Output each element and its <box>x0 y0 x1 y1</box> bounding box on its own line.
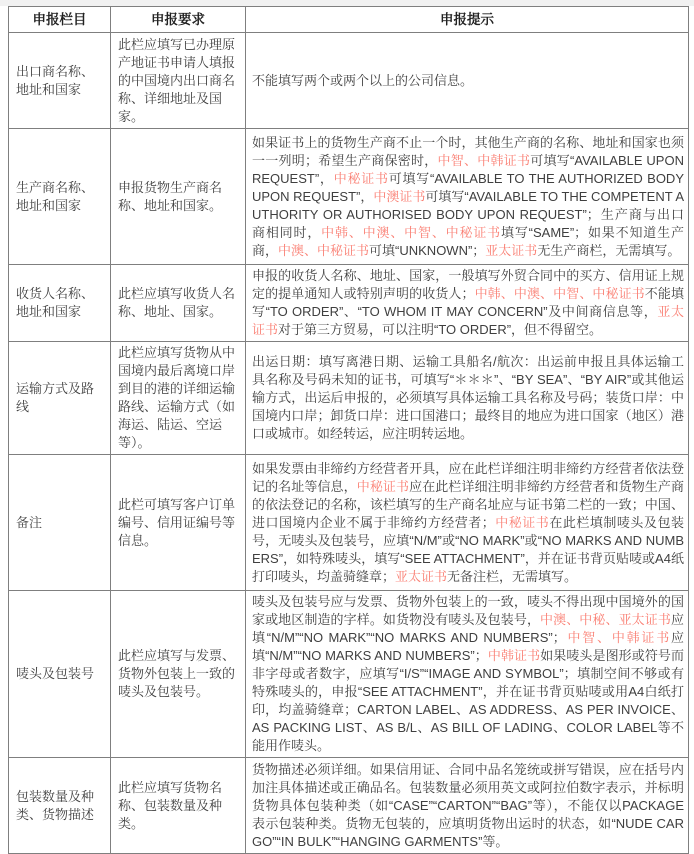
table-row <box>9 265 689 342</box>
table-row <box>9 342 689 455</box>
item-cell: 包装数量及种类、货物描述 <box>9 758 111 854</box>
tip-text: 可填写“AVAILABLE TO THE COMPETENT AUTHORITY OR AUTHORISED BODY UPON REQUEST”；生产商与出口商相同时， <box>252 188 685 240</box>
tip-text: 唛头及包装号应与发票、货物外包装上的一致，唛头不得出现中国境外的国家或地区制造的字样。如货物没有唛头及包装号， <box>252 594 684 627</box>
item-cell: 出口商名称、地址和国家 <box>9 33 111 129</box>
table-row <box>9 758 689 854</box>
tip-text: 不能填写两个或两个以上的公司信息。 <box>252 72 474 88</box>
item-cell: 唛头及包装号 <box>9 591 111 758</box>
certificate-type-highlight: 亚太证书 <box>395 568 448 584</box>
tip-text: 申报的收货人名称、地址、国家，一般填写外贸合同中的买方、信用证上规定的提单通知人或特别声明的收货人； <box>252 268 684 301</box>
tip-text: 应在此栏详细注明非缔约方经营者和货物生产商的依法登记的名称，该栏填写的生产商名址应与证书第二栏的一致；中国、进口国境内企业不属于非缔约方经营者； <box>252 478 684 530</box>
certificate-type-highlight: 中韩证书 <box>487 648 541 663</box>
tip-text: 如果发票由非缔约方经营者开具，应在此栏详细注明非缔约方经营者依法登记的名址等信息， <box>252 460 684 494</box>
declaration-guide-document <box>8 6 688 854</box>
table-row <box>9 129 689 265</box>
tips-cell <box>246 265 689 342</box>
tip-text: 如果证书上的货物生产商不止一个时，其他生产商的名称、地址和国家也须一一列明；希望生产商保密时， <box>252 134 684 168</box>
certificate-type-highlight: 中澳、中秘、亚太证书 <box>540 612 671 627</box>
certificate-type-highlight: 中秘证书 <box>494 514 550 530</box>
tip-text: 不能填写“TO ORDER”、“TO WHOM IT MAY CONCERN”及中间商信息等， <box>252 286 684 319</box>
header-declaration-item: 申报栏目 <box>9 7 111 33</box>
requirement-cell: 此栏应填写货物名称、包装数量及种类。 <box>111 758 246 854</box>
tip-text: 出运日期：填写离港日期、运输工具船名/航次：出运前申报且具体运输工具名称及号码未知的证书，可填写“＊＊＊”、“BY SEA”、“BY AIR”或其他运输方式，出运后申报的，必须填写具体运输工具名称及号码；装货口岸：中国境内口岸；卸货口岸：进口国港口；最终目的地应为进口国家（地区）港口或城市。如经转运，应注明转运地。 <box>252 354 684 441</box>
tip-text: 应填“N/M”“NO MARKS AND NUMBERS”； <box>252 630 684 663</box>
item-cell: 备注 <box>9 455 111 591</box>
certificate-type-highlight: 中澳、中秘证书 <box>278 242 370 258</box>
certificate-type-highlight: 亚太证书 <box>485 242 538 258</box>
tips-cell <box>246 758 689 854</box>
tip-text: 应填“N/M”“NO MARK”“NO MARKS AND NUMBERS”； <box>252 612 684 645</box>
requirement-cell: 此栏可填写客户订单编号、信用证编号等信息。 <box>111 455 246 591</box>
requirement-cell: 此栏应填写货物从中国境内最后离境口岸到目的港的详细运输路线、运输方式（如海运、陆运、空运等）。 <box>111 342 246 455</box>
item-cell: 运输方式及路线 <box>9 342 111 455</box>
certificate-type-highlight: 中澳证书 <box>373 188 426 204</box>
tip-text: 可填写“AVAILABLE UPON REQUEST”， <box>252 152 684 186</box>
tip-text: 可填“UNKNOWN”； <box>369 242 486 258</box>
tip-text: 如果唛头是图形或符号而非字母或者数字，应填写“I/S”“IMAGE AND SYMBOL”；填制空间不够或有特殊唛头的，申报“SEE ATTACHMENT”，并在证书背页贴唛或用A4白纸打印，均盖骑缝章；CARTON LABEL、AS ADDRESS、AS PER INVOICE、AS PACKING LIST、AS B/L、AS BILL OF LADING、COLOR LABEL等不能用作唛头。 <box>252 648 684 753</box>
tips-cell <box>246 591 689 758</box>
certificate-type-highlight: 中秘证书 <box>333 170 389 186</box>
tip-text: 对于第三方贸易，可以注明“TO ORDER”，但不得留空。 <box>278 322 603 337</box>
certificate-type-highlight: 亚太证书 <box>252 304 684 337</box>
header-declaration-requirement: 申报要求 <box>111 7 246 33</box>
certificate-type-highlight: 中秘证书 <box>356 478 410 494</box>
tips-cell <box>246 342 689 455</box>
table-row <box>9 33 689 129</box>
tip-text: 无生产商栏，无需填写。 <box>537 242 681 258</box>
certificate-type-highlight: 中韩、中澳、中智、中秘证书 <box>321 224 501 240</box>
requirement-cell: 此栏应填写与发票、货物外包装上一致的唛头及包装号。 <box>111 591 246 758</box>
certificate-type-highlight: 中智、中韩证书 <box>565 630 671 645</box>
tips-cell <box>246 33 689 129</box>
header-declaration-tips: 申报提示 <box>246 7 689 33</box>
item-cell: 生产商名称、地址和国家 <box>9 129 111 265</box>
declaration-table <box>8 6 689 854</box>
tips-cell <box>246 455 689 591</box>
item-cell: 收货人名称、地址和国家 <box>9 265 111 342</box>
table-row <box>9 455 689 591</box>
table-row <box>9 591 689 758</box>
table-header-row <box>9 7 689 33</box>
requirement-cell: 此栏应填写已办理原产地证书申请人填报的中国境内出口商名称、详细地址及国家。 <box>111 33 246 129</box>
requirement-cell: 此栏应填写收货人名称、地址、国家。 <box>111 265 246 342</box>
certificate-type-highlight: 中智、中韩证书 <box>437 152 531 168</box>
tip-text: 无备注栏，无需填写。 <box>447 568 578 584</box>
tip-text: 在此栏填制唛头及包装号，无唛头及包装号，应填“N/M”或“NO MARK”或“NO MARKS AND NUMBERS”，如特殊唛头，填写“SEE ATTACHMENT”，并在证书背页贴唛或A4纸打印唛头，均盖骑缝章； <box>252 514 684 584</box>
tips-cell <box>246 129 689 265</box>
certificate-type-highlight: 中韩、中澳、中智、中秘证书 <box>474 286 645 301</box>
tip-text: 可填写“AVAILABLE TO THE AUTHORIZED BODY UPON REQUEST”， <box>252 170 684 204</box>
tip-text: 填写“SAME”；如果不知道生产商， <box>252 224 684 258</box>
requirement-cell: 申报货物生产商名称、地址和国家。 <box>111 129 246 265</box>
tip-text: 货物描述必须详细。如果信用证、合同中品名笼统或拼写错误，应在括号内加注具体描述或正确品名。包装数量必须用英文或阿拉伯数字表示，并标明货物具体包装种类（如“CASE”“CARTON”“BAG”等），不能仅以PACKAGE表示包装种类。货物无包装的，应填明货物出运时的状态，如“NUDE CARGO”“IN BULK”“HANGING GARMENTS”等。 <box>252 761 684 849</box>
